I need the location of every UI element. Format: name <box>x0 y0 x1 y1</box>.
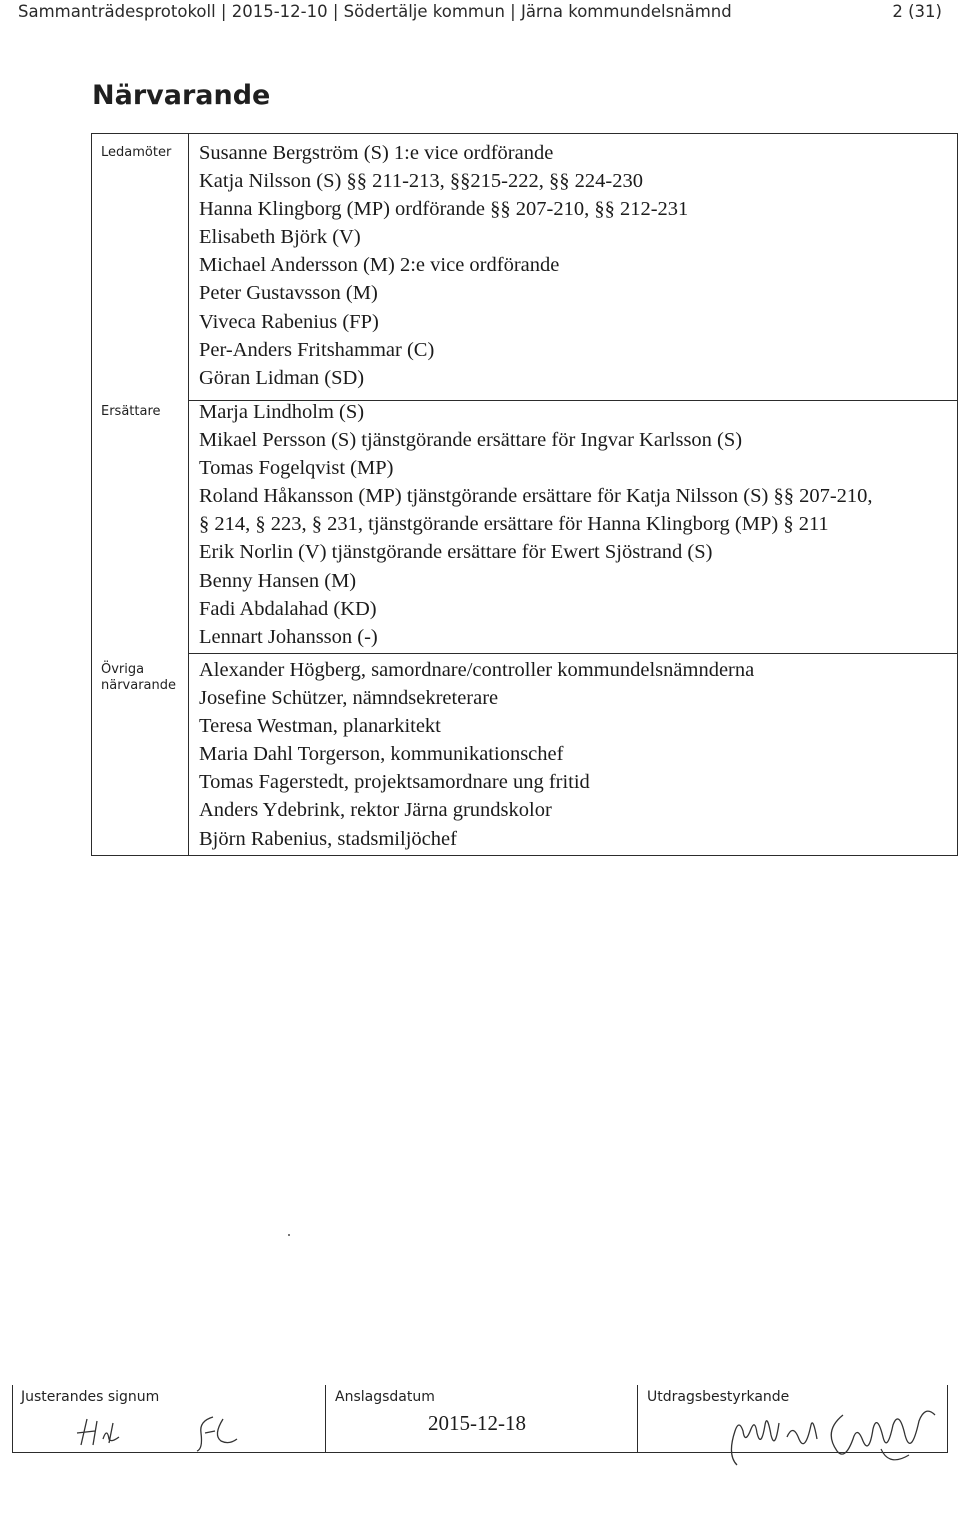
scan-speck <box>288 1234 290 1236</box>
others-present-list <box>199 656 754 853</box>
attendee-line: Josefine Schützer, nämndsekreterare <box>199 687 499 710</box>
footer-divider <box>325 1385 326 1452</box>
attendee-line: Mikael Persson (S) tjänstgörande ersättare för Ingvar Karlsson (S) <box>199 429 743 452</box>
attendee-line: Hanna Klingborg (MP) ordförande §§ 207-210, §§ 212-231 <box>199 198 689 221</box>
attendee-line: Roland Håkansson (MP) tjänstgörande ersättare för Katja Nilsson (S) §§ 207-210, <box>199 485 873 508</box>
attendee-line: Per-Anders Fritshammar (C) <box>199 338 435 361</box>
attendee-line: Tomas Fagerstedt, projektsamordnare ung fritid <box>199 771 590 794</box>
attendee-line: Susanne Bergström (S) 1:e vice ordförande <box>199 142 554 164</box>
anslag-label: Anslagsdatum <box>335 1389 435 1405</box>
attendee-line: Marja Lindholm (S) <box>199 401 365 423</box>
footer-divider <box>637 1385 638 1452</box>
attendee-line: Anders Ydebrink, rektor Järna grundskolor <box>199 799 552 822</box>
section-label-ovriga-line1: Övriga <box>101 662 145 677</box>
section-label-ersattare: Ersättare <box>101 404 161 419</box>
attendee-line: Benny Hansen (M) <box>199 569 357 592</box>
attendee-line: Erik Norlin (V) tjänstgörande ersättare för Ewert Sjöstrand (S) <box>199 541 713 564</box>
substitutes-list <box>199 398 873 651</box>
attendee-line: Viveca Rabenius (FP) <box>199 310 379 333</box>
anslag-date: 2015-12-18 <box>428 1411 526 1435</box>
section-label-ovriga <box>101 662 176 694</box>
attendee-line: Lennart Johansson (-) <box>199 625 378 648</box>
utdrag-signature <box>713 1395 945 1469</box>
header-title: Sammanträdesprotokoll | 2015-12-10 | Södertälje kommun | Järna kommundelsnämnd <box>18 2 732 21</box>
attendee-line: Tomas Fogelqvist (MP) <box>199 457 394 480</box>
utdrag-label: Utdragsbestyrkande <box>647 1389 790 1405</box>
members-list <box>199 139 688 392</box>
signum-signature <box>73 1409 263 1453</box>
attendee-line: § 214, § 223, § 231, tjänstgörande ersättare för Hanna Klingborg (MP) § 211 <box>199 513 829 536</box>
page-title: Närvarande <box>92 80 271 111</box>
attendee-line: Elisabeth Björk (V) <box>199 226 361 249</box>
attendee-line: Michael Andersson (M) 2:e vice ordförande <box>199 254 560 277</box>
section-label-ovriga-line2: närvarande <box>101 678 177 693</box>
attendee-line: Björn Rabenius, stadsmiljöchef <box>199 827 457 850</box>
attendance-table <box>91 133 958 856</box>
signum-label: Justerandes signum <box>21 1389 160 1405</box>
signature-footer <box>12 1385 948 1453</box>
attendee-line: Katja Nilsson (S) §§ 211-213, §§215-222, §§ 224-230 <box>199 170 643 193</box>
section-label-ledamoter: Ledamöter <box>101 145 172 160</box>
page-header <box>18 0 942 26</box>
row-divider <box>188 653 957 654</box>
attendee-line: Fadi Abdalahad (KD) <box>199 597 377 620</box>
page-number: 2 (31) <box>892 2 942 21</box>
attendee-line: Alexander Högberg, samordnare/controller kommundelsnämnderna <box>199 659 755 681</box>
attendee-line: Maria Dahl Torgerson, kommunikationschef <box>199 743 564 766</box>
attendee-line: Teresa Westman, planarkitekt <box>199 715 441 738</box>
attendee-line: Göran Lidman (SD) <box>199 366 365 389</box>
attendee-line: Peter Gustavsson (M) <box>199 282 378 305</box>
column-divider <box>188 134 189 855</box>
